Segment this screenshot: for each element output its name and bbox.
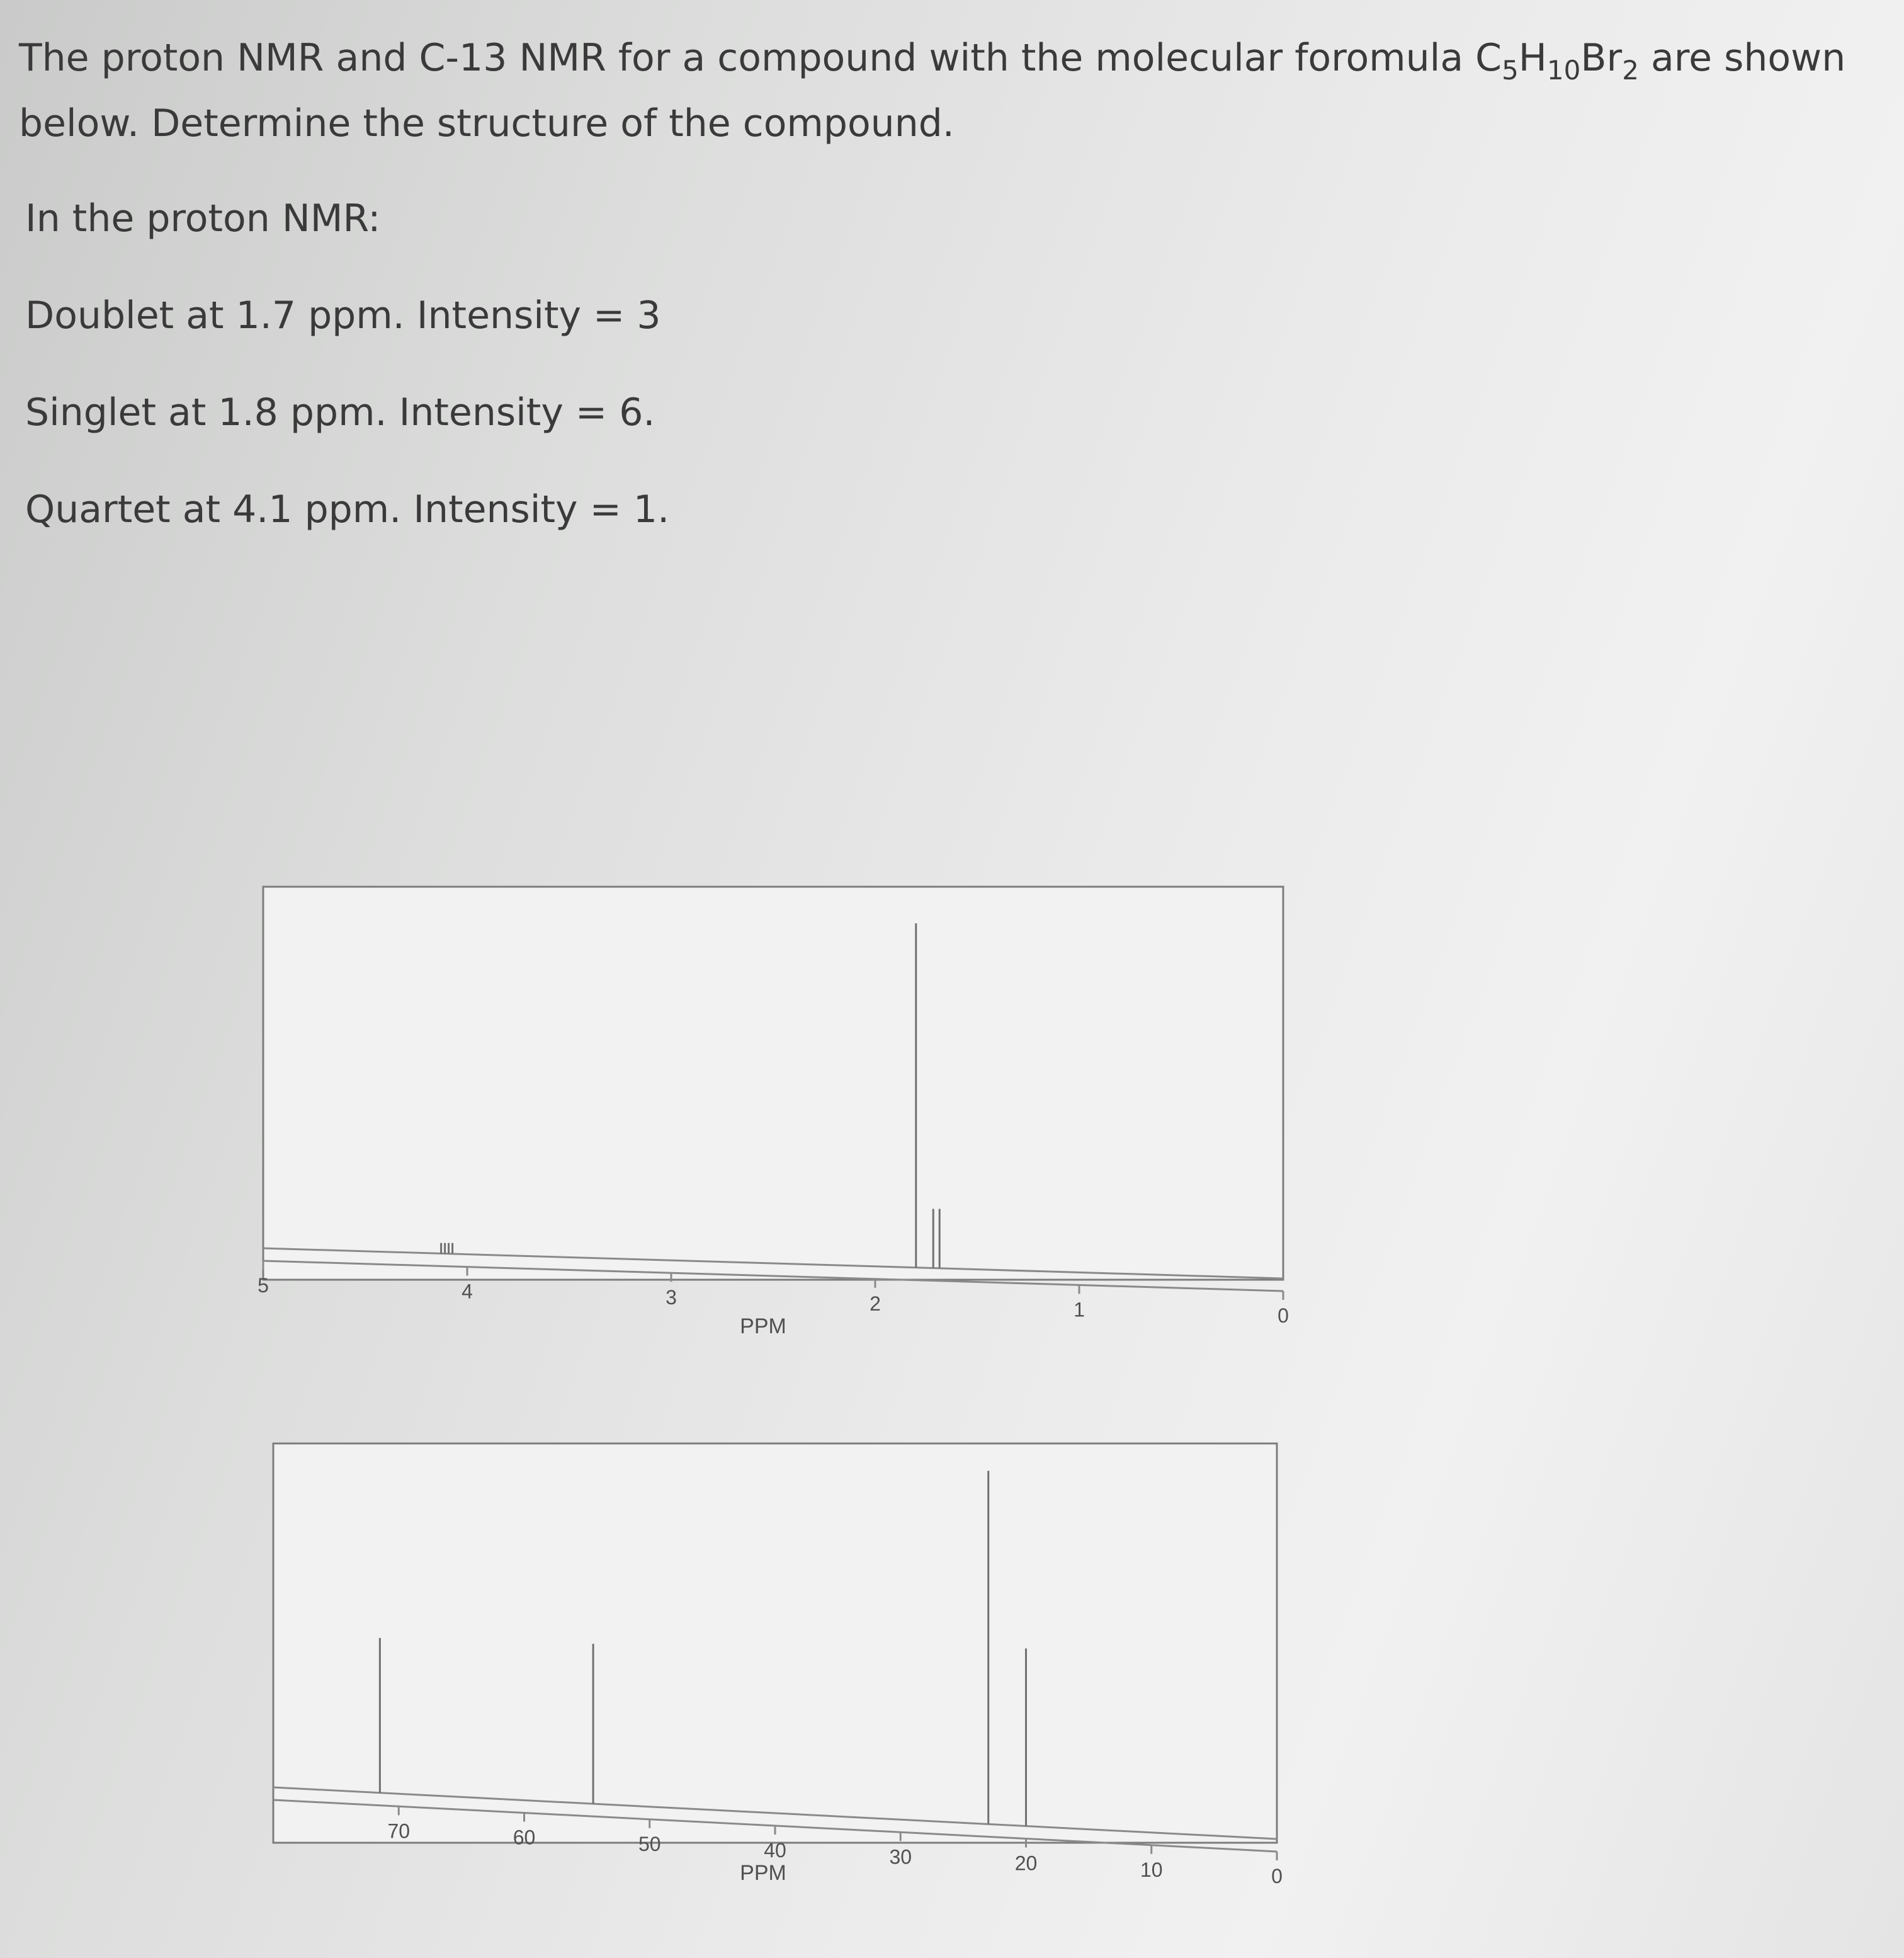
proton-tick-label: 5 bbox=[258, 1274, 269, 1297]
formula-br: Br bbox=[1580, 36, 1623, 80]
subscript-br: 2 bbox=[1622, 55, 1639, 86]
proton-tick-label: 2 bbox=[870, 1292, 881, 1315]
c13-plot-frame bbox=[273, 1443, 1277, 1843]
c13-nmr-chart bbox=[273, 1443, 1283, 1887]
question-prefix: The proton NMR and C-13 NMR for a compound with the molecular foromula C bbox=[19, 36, 1502, 80]
proton-tick-label: 4 bbox=[462, 1280, 473, 1303]
c13-tick-label: 40 bbox=[764, 1839, 786, 1862]
c13-tick-label: 0 bbox=[1271, 1865, 1283, 1887]
c13-tick-label: 30 bbox=[889, 1845, 912, 1869]
question-line-2: below. Determine the structure of the compound. bbox=[19, 101, 955, 145]
c13-tick-label: 50 bbox=[638, 1832, 661, 1855]
peak-doublet-text: Doublet at 1.7 ppm. Intensity = 3 bbox=[25, 293, 661, 338]
proton-tick-label: 0 bbox=[1278, 1304, 1289, 1327]
subscript-c: 5 bbox=[1502, 55, 1519, 86]
c13-tick-label: 70 bbox=[387, 1819, 411, 1843]
question-suffix: are shown bbox=[1638, 36, 1846, 80]
proton-tick-label: 3 bbox=[666, 1286, 677, 1309]
c13-tick-label: 20 bbox=[1014, 1852, 1038, 1875]
c13-tick-label: 10 bbox=[1140, 1858, 1163, 1881]
peak-quartet-text: Quartet at 4.1 ppm. Intensity = 1. bbox=[25, 487, 670, 532]
c13-tick-label: 60 bbox=[513, 1826, 536, 1849]
proton-tick-label: 1 bbox=[1074, 1298, 1085, 1321]
c13-x-axis-label: PPM bbox=[740, 1861, 786, 1885]
subscript-h: 10 bbox=[1546, 55, 1581, 86]
peak-singlet-text: Singlet at 1.8 ppm. Intensity = 6. bbox=[25, 390, 655, 435]
proton-plot-frame bbox=[263, 887, 1283, 1280]
proton-nmr-chart bbox=[258, 887, 1289, 1338]
proton-x-axis-label: PPM bbox=[740, 1314, 786, 1338]
proton-intro: In the proton NMR: bbox=[25, 196, 381, 241]
formula-h: H bbox=[1518, 36, 1547, 80]
